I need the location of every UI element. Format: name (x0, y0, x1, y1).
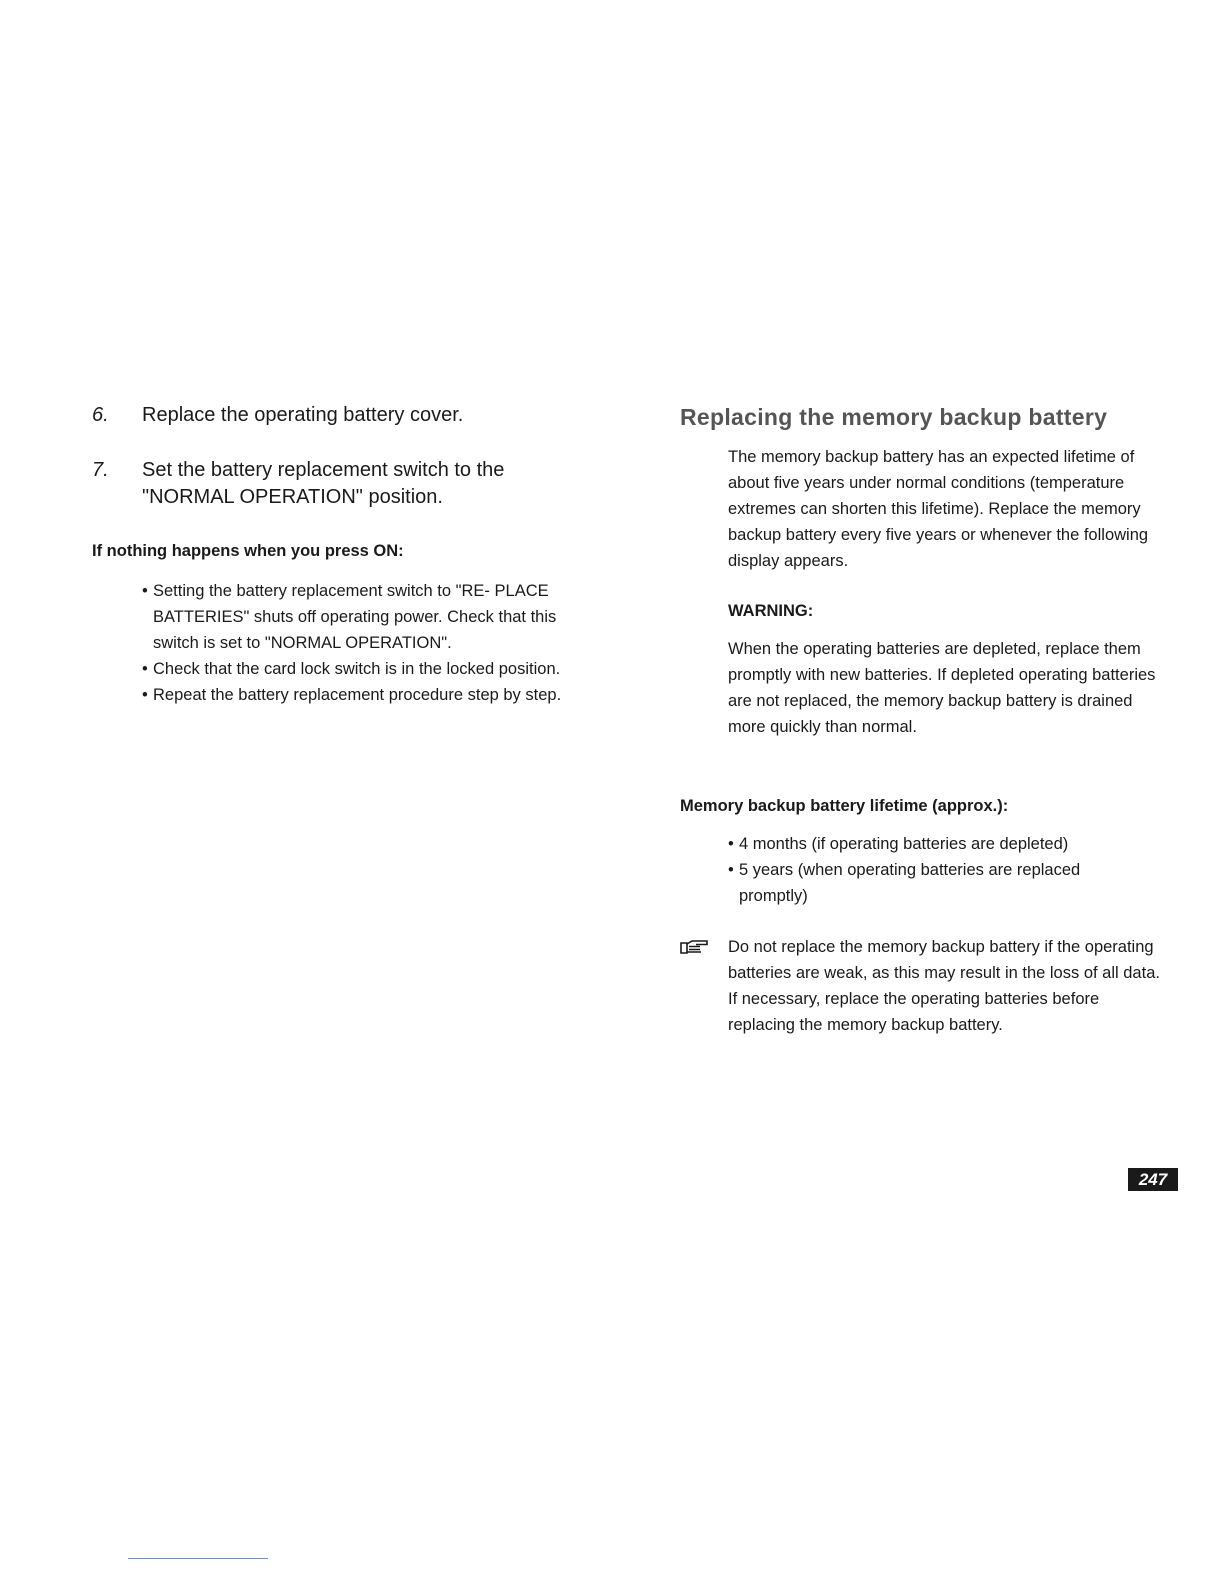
note-text: Do not replace the memory backup battery if the operating batteries are weak, as this may result in the loss of all data. If necessary, replace the operating batteries before replacing the memory backup battery. (728, 938, 1160, 1034)
list-item: • 4 months (if operating batteries are depleted) (728, 831, 1153, 857)
lifetime-list (728, 831, 1153, 909)
step-text: Replace the operating battery cover. (142, 404, 464, 426)
troubleshoot-list (142, 578, 562, 708)
step-number: 6. (92, 404, 109, 426)
list-item: • Check that the card lock switch is in the locked position. (142, 656, 562, 682)
footer-rule (128, 1558, 268, 1559)
list-item: • Repeat the battery replacement procedure step by step. (142, 682, 562, 708)
step-number: 7. (92, 459, 109, 481)
list-item: • Setting the battery replacement switch to "RE- PLACE BATTERIES" shuts off operating power. Check that this switch is set to "NORMAL OPERATION". (142, 578, 562, 656)
lifetime-heading: Memory backup battery lifetime (approx.): (680, 797, 1009, 815)
troubleshoot-heading: If nothing happens when you press ON: (92, 542, 404, 560)
page-number: 247 (1128, 1168, 1178, 1191)
intro-paragraph: The memory backup battery has an expected lifetime of about five years under normal conditions (temperature extremes can shorten this lifetime). Replace the memory backup battery every five years or whenever the following display appears. (728, 448, 1149, 570)
warning-heading: WARNING: (728, 602, 814, 620)
list-item: • 5 years (when operating batteries are replaced promptly) (728, 857, 1153, 909)
section-title: Replacing the memory backup battery (680, 404, 1108, 430)
step-text: Set the battery replacement switch to the "NORMAL OPERATION" position. (142, 459, 505, 508)
pointing-hand-icon (680, 937, 710, 957)
warning-text: When the operating batteries are depleted, replace them promptly with new batteries. If depleted operating batteries are not replaced, the memory backup battery is drained more quickly than normal. (728, 640, 1156, 736)
